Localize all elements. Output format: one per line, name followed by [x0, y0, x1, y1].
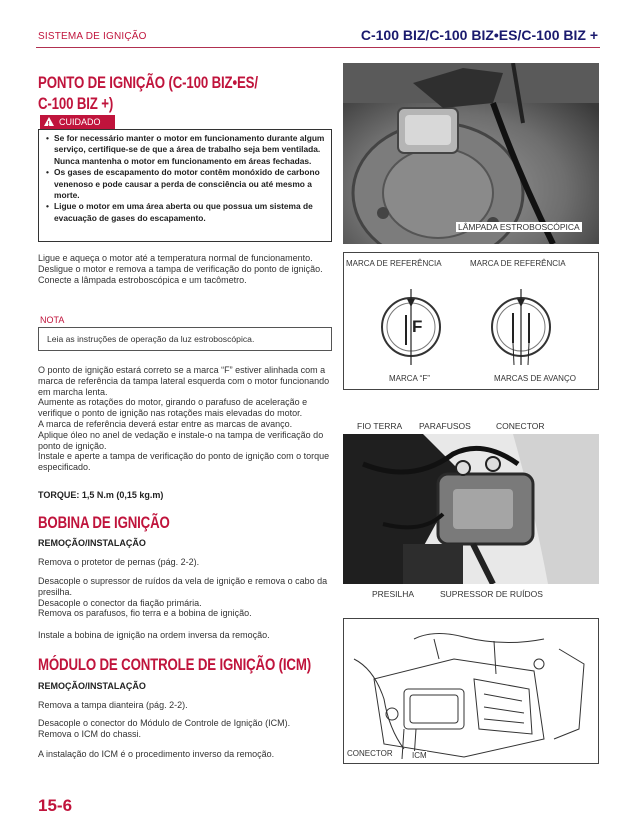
strobe-lamp-photo: [343, 63, 599, 244]
strobe-photo-art: [343, 63, 599, 244]
note-box: Leia as instruções de operação da luz estroboscópica.: [38, 327, 332, 351]
coil-line: Desacople o conector da fiação primária.: [38, 597, 202, 608]
icm-p2: [38, 718, 334, 740]
paragraph-line: Aplique óleo no anel de vedação e instale-o na tampa de verificação do ponto de ignição.: [38, 429, 324, 451]
icm-label: ICM: [412, 751, 427, 760]
strobe-label: LÂMPADA ESTROBOSCÓPICA: [458, 222, 580, 232]
advance-marks-label: MARCAS DE AVANÇO: [494, 374, 576, 383]
caution-item: • Ligue o motor em uma área aberta ou que possua um sistema de evacuação de gases do escapamento.: [54, 201, 325, 224]
timing-paragraph: [38, 365, 334, 473]
coil-line: Remova os parafusos, fio terra e a bobina de ignição.: [38, 608, 252, 619]
note-label: NOTA: [40, 315, 65, 325]
coil-subtitle: REMOÇÃO/INSTALAÇÃO: [38, 538, 146, 548]
ignition-timing-title-line1: PONTO DE IGNIÇÃO (C-100 BIZ•ES/: [38, 73, 258, 92]
model-header: C-100 BIZ/C-100 BIZ•ES/C-100 BIZ +: [360, 27, 598, 43]
ref-mark-left-label: MARCA DE REFERÊNCIA: [346, 259, 442, 268]
caution-box: [38, 129, 332, 242]
timing-marks-art: [344, 253, 598, 389]
step-text: Conecte a lâmpada estroboscópica e um tacômetro.: [38, 274, 247, 285]
icm-title: MÓDULO DE CONTROLE DE IGNIÇÃO (ICM): [38, 655, 311, 674]
timing-marks-figure: [343, 252, 599, 390]
step-text: Ligue e aqueça o motor até a temperatura normal de funcionamento.: [38, 253, 313, 263]
coil-photo-art: [343, 434, 599, 584]
torque-spec: TORQUE: 1,5 N.m (0,15 kg.m): [38, 490, 164, 500]
coil-line: Desacople o supressor de ruídos da vela de ignição e remova o cabo da presilha.: [38, 576, 328, 597]
caution-item: • Os gases de escapamento do motor contêm monóxido de carbono venenoso e pode causar a perda de consciência ou até mesmo a morte.: [54, 167, 325, 201]
bolts-label: PARAFUSOS: [419, 421, 471, 431]
coil-p1: Remova o protetor de pernas (pág. 2-2).: [38, 557, 200, 567]
caution-label: CUIDADO: [59, 117, 101, 127]
suppressor-label: SUPRESSOR DE RUÍDOS: [440, 589, 543, 599]
ground-wire-label: FIO TERRA: [357, 421, 403, 431]
icm-line: Desacople o conector do Módulo de Controle de Ignição (ICM).: [38, 718, 291, 728]
icm-figure: [343, 618, 599, 764]
paragraph-line: Instale e aperte a tampa de verificação do ponto de ignição com o torque especificado.: [38, 451, 330, 473]
caution-item: • Se for necessário manter o motor em funcionamento durante algum serviço, certifique-se de que a área de trabalho seja bem ventilada. Nunca mantenha o motor em funcionamento em áreas fechadas.: [54, 133, 325, 167]
caution-badge: [40, 115, 115, 129]
f-mark-label: MARCA “F”: [389, 374, 430, 383]
paragraph-line: A marca de referência deverá estar entre as marcas de avanço.: [38, 418, 293, 429]
page-number: 15-6: [38, 796, 73, 815]
ignition-timing-title: [38, 72, 334, 114]
ref-mark-right-label: MARCA DE REFERÊNCIA: [470, 259, 566, 268]
header-divider: [36, 47, 600, 48]
icm-connector-label: CONECTOR: [347, 749, 393, 758]
f-mark-letter: F: [412, 317, 423, 336]
icm-line: Remova o ICM do chassi.: [38, 728, 142, 739]
step-text: Desligue o motor e remova a tampa de verificação do ponto de ignição.: [38, 263, 323, 274]
warning-icon: !: [44, 117, 54, 126]
icm-p3: A instalação do ICM é o procedimento inverso da remoção.: [38, 749, 275, 759]
icm-p1: Remova a tampa dianteira (pág. 2-2).: [38, 700, 188, 710]
ignition-coil-photo: [343, 434, 599, 584]
icm-subtitle: REMOÇÃO/INSTALAÇÃO: [38, 681, 146, 691]
ignition-steps: [38, 253, 334, 285]
section-header: SISTEMA DE IGNIÇÃO: [38, 31, 147, 42]
coil-p3: Instale a bobina de ignição na ordem inversa da remoção.: [38, 630, 270, 640]
ignition-coil-title: BOBINA DE IGNIÇÃO: [38, 513, 170, 532]
coil-p2: [38, 576, 334, 619]
clip-label: PRESILHA: [372, 589, 415, 599]
paragraph-line: Aumente as rotações do motor, girando o parafuso de aceleração e verifique o ponto de ignição nas rotações mais elevadas do motor.: [38, 397, 308, 419]
ignition-timing-title-line2: C-100 BIZ +): [38, 94, 114, 113]
connector-label: CONECTOR: [496, 421, 545, 431]
icm-drawing-art: [344, 619, 598, 763]
paragraph-line: O ponto de ignição estará correto se a marca “F” estiver alinhada com a marca de referência da tampa lateral esquerda com o motor funcionando em marcha lenta.: [38, 365, 330, 397]
